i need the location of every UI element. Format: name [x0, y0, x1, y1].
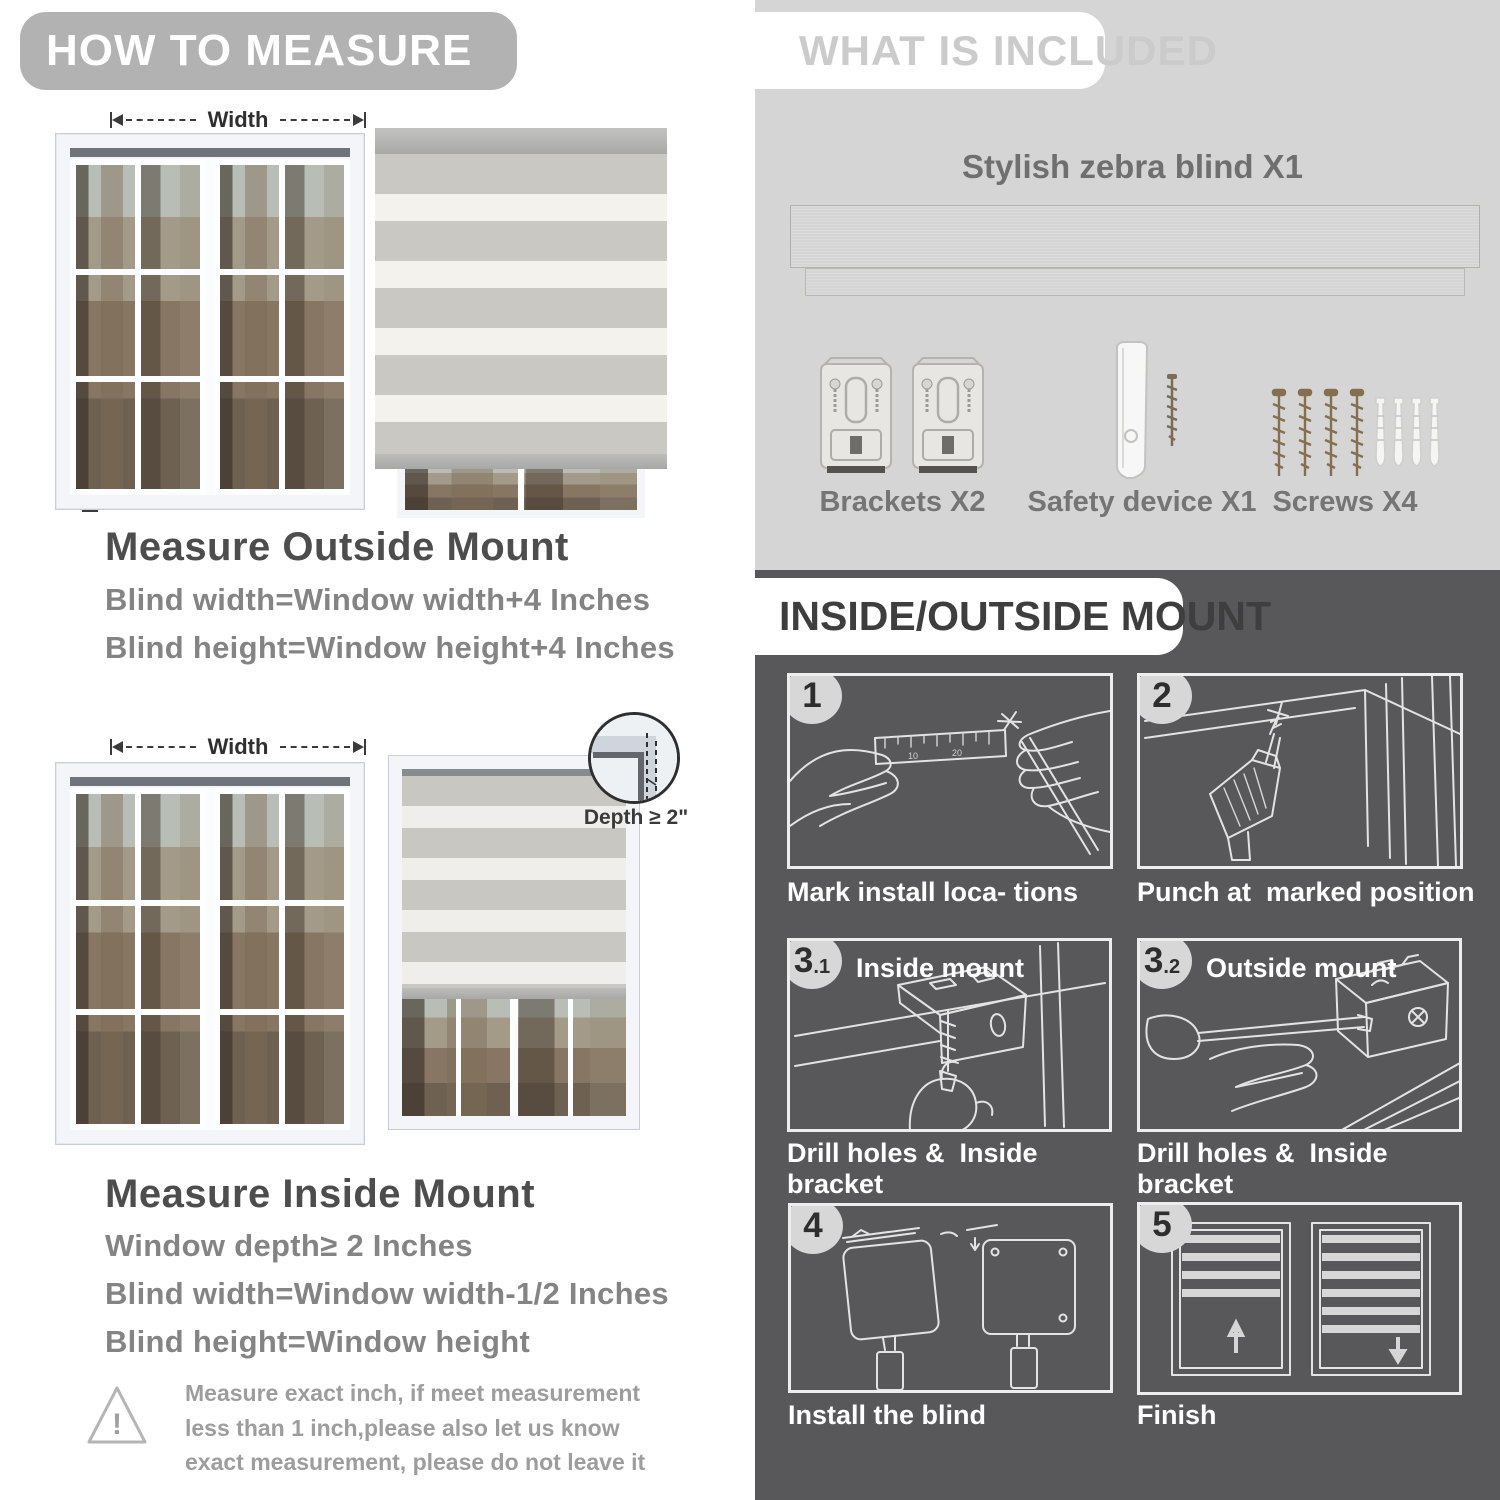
width-label: Width: [207, 734, 269, 759]
warning-exclamation: !: [112, 1408, 122, 1441]
outside-mount-rule-height: Blind height=Window height+4 Inches: [105, 630, 675, 665]
safety-device-icon: [1103, 340, 1193, 488]
mount-steps-panel: [755, 570, 1500, 1500]
width-dimension-arrow: [110, 107, 366, 132]
arrowhead-right-icon: [353, 114, 364, 126]
mark-cross: [998, 712, 1021, 730]
left-hand: [790, 750, 898, 826]
inside-mount-rule-width: Blind width=Window width-1/2 Inches: [105, 1276, 669, 1311]
screws-icon: [1270, 388, 1440, 484]
window-pane-right: [214, 159, 350, 495]
step-5-cell: [1137, 1202, 1462, 1395]
screw-icon: [1167, 374, 1177, 446]
window-pane-left: [70, 159, 206, 495]
step-3-2-caption: Drill holes & Inside bracket: [1137, 1138, 1396, 1199]
blind-bottom-rail: [375, 454, 667, 469]
window-illustration-outside: [55, 133, 365, 510]
step-2-badge: 2: [1137, 673, 1192, 724]
hand: [1210, 1045, 1317, 1111]
step-1-badge: 1: [787, 673, 842, 724]
step-5-caption: Finish: [1137, 1400, 1217, 1430]
width-label: Width: [207, 107, 269, 132]
hand: [910, 1062, 992, 1131]
what-is-included-header: WHAT IS INCLUDED: [755, 12, 1105, 89]
cassette-flat: [967, 1225, 1075, 1388]
outside-mount-rule-width: Blind width=Window width+4 Inches: [105, 582, 651, 617]
step-3-1-badge: 3 .1: [787, 938, 842, 989]
window-pane-right: [214, 788, 350, 1130]
inside-mount-title: Measure Inside Mount: [105, 1172, 536, 1216]
blind-bottom-rail: [402, 988, 626, 999]
screws-label: Screws X4: [1272, 486, 1418, 518]
window-pane-left: [70, 788, 206, 1130]
blind-bottom-rail-image: [805, 268, 1465, 296]
inside-mount-rule-height: Blind height=Window height: [105, 1324, 531, 1359]
step-3-2-badge: 3 .2: [1137, 938, 1192, 989]
what-is-included-panel: [755, 0, 1500, 570]
warning-triangle-icon: [85, 1382, 149, 1448]
cassette-tilted: [842, 1228, 957, 1390]
step-4-badge: 4: [788, 1203, 843, 1254]
arrowhead-right-icon: [353, 741, 364, 753]
step-2-caption: Punch at marked position: [1137, 877, 1475, 907]
blind-headrail-image: [790, 205, 1480, 268]
brackets-label: Brackets X2: [819, 486, 986, 518]
step-5-badge: 5: [1137, 1202, 1192, 1253]
blind-headrail: [375, 128, 667, 156]
inside-mount-rule-depth: Window depth≥ 2 Inches: [105, 1228, 473, 1263]
step-1-caption: Mark install loca- tions: [787, 877, 1079, 907]
blind-stripes: [375, 154, 667, 454]
depth-magnifier-icon: [588, 712, 680, 804]
wall-anchors-icon: [1376, 398, 1439, 466]
safety-device-label: Safety device X1: [1027, 486, 1257, 518]
step-4-cell: [788, 1203, 1113, 1393]
window-illustration-inside: [55, 762, 365, 1145]
brackets-icon: [817, 356, 987, 482]
window-panes-below-blind: [402, 999, 626, 1116]
drill-body: [1210, 702, 1288, 860]
svg-text:10: 10: [908, 751, 919, 761]
zebra-blind-item-label: Stylish zebra blind X1: [961, 148, 1304, 185]
depth-label: Depth ≥ 2": [583, 806, 689, 829]
svg-text:20: 20: [952, 748, 963, 758]
arrowhead-left-icon: [112, 741, 123, 753]
zebra-blind-outside-mount-illustration: [375, 128, 667, 518]
arrowhead-left-icon: [112, 114, 123, 126]
step-3-2-cell: [1137, 938, 1462, 1132]
how-to-measure-header: HOW TO MEASURE: [20, 12, 517, 90]
inside-outside-mount-header: INSIDE/OUTSIDE MOUNT: [755, 578, 1183, 655]
width-dimension-arrow: [110, 734, 366, 759]
step-3-1-caption: Drill holes & Inside bracket: [787, 1138, 1046, 1199]
step-1-cell: [787, 673, 1113, 869]
inside-mount-label: Inside mount: [856, 953, 1024, 983]
outside-mount-title: Measure Outside Mount: [105, 525, 569, 569]
right-hand-with-pencil: [1017, 711, 1110, 854]
window-top-track: [70, 777, 350, 786]
outside-mount-label: Outside mount: [1206, 953, 1397, 983]
step-2-cell: [1137, 673, 1463, 869]
step-4-caption: Install the blind: [788, 1400, 987, 1430]
window-top-track: [70, 148, 350, 157]
measure-note-text: Measure exact inch, if meet measurement less than 1 inch,please also let us know exact measurement, please do not leave it: [185, 1380, 646, 1475]
step-3-1-cell: [787, 938, 1112, 1132]
